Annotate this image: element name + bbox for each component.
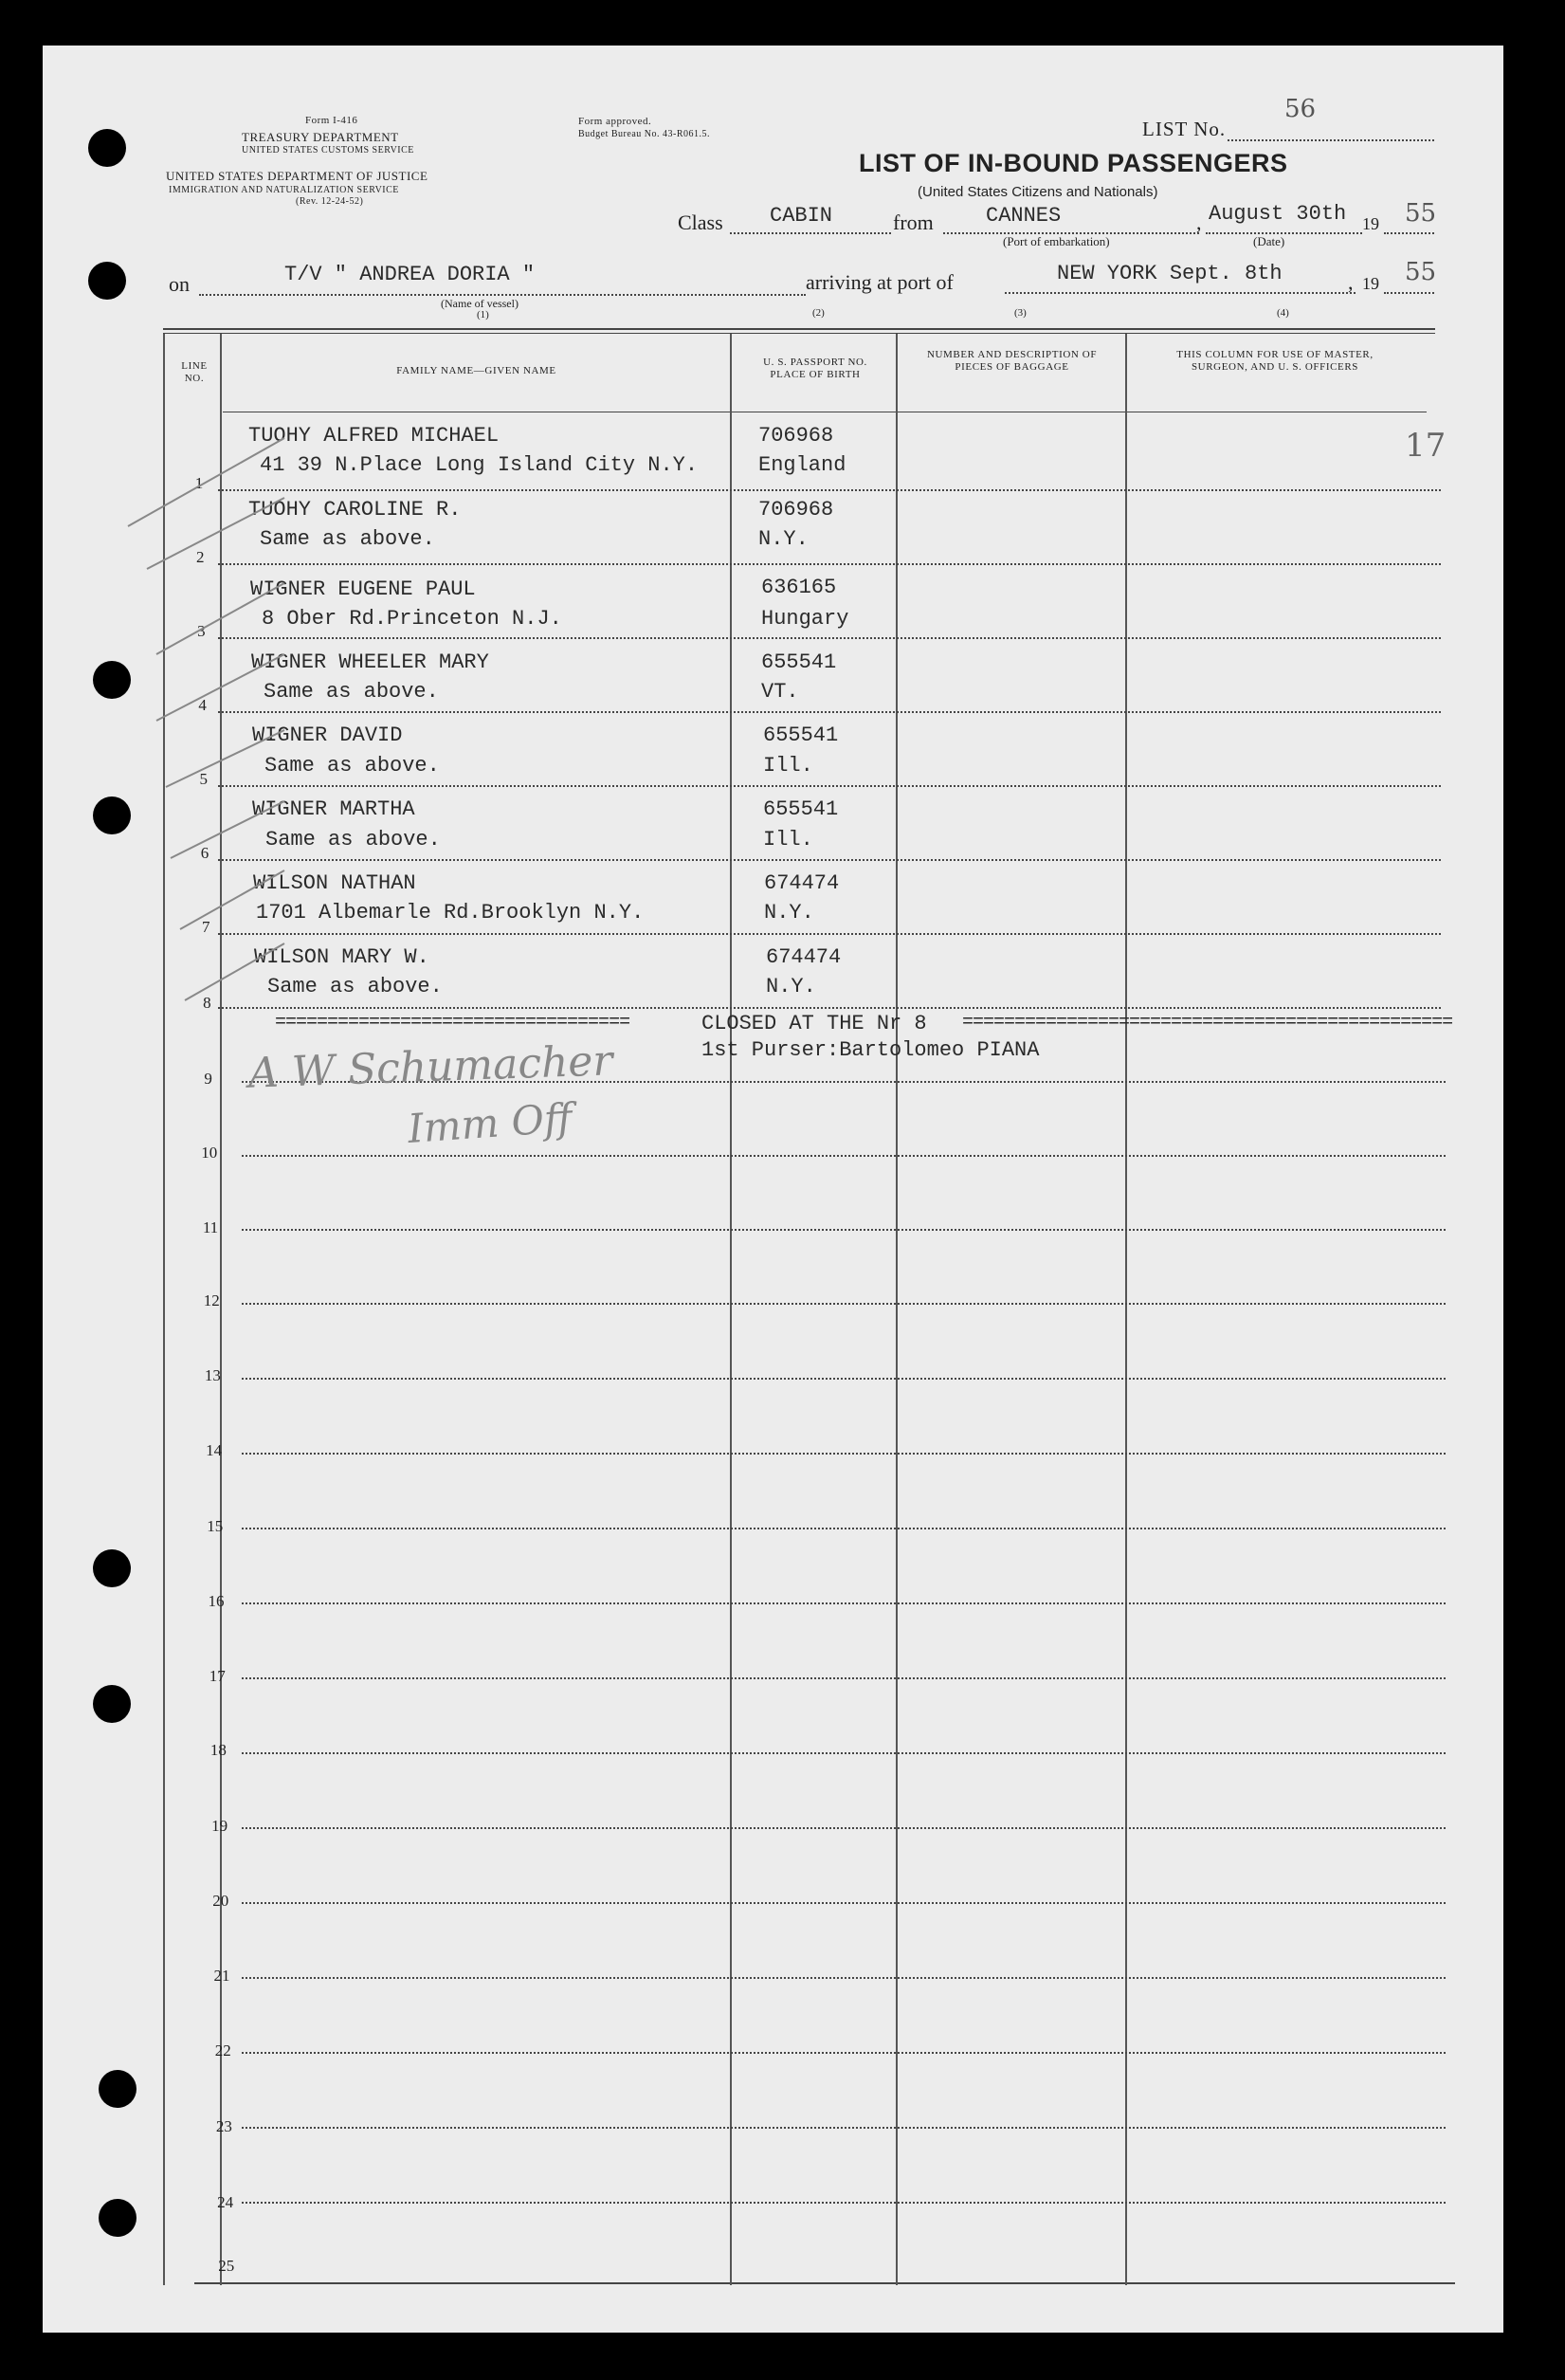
page-title: LIST OF IN-BOUND PASSENGERS (859, 149, 1288, 177)
passenger-6-passport: 655541 (763, 797, 839, 821)
passenger-8-birth: N.Y. (766, 975, 816, 998)
justice-department: UNITED STATES DEPARTMENT OF JUSTICE (166, 169, 428, 183)
passenger-4-name: WIGNER WHEELER MARY (251, 650, 489, 674)
col-number-2: (2) (812, 307, 825, 319)
row-separator-line (218, 933, 1441, 935)
passenger-5-name: WIGNER DAVID (252, 723, 403, 747)
closing-rule-right: =============================================== (962, 1012, 1453, 1034)
list-no-line (1228, 139, 1434, 141)
line-number: 19 (211, 1817, 228, 1835)
passenger-5-passport: 655541 (763, 723, 839, 747)
table-bottom-rule (194, 2282, 1455, 2284)
passenger-4-address: Same as above. (264, 680, 439, 704)
binder-hole (93, 1685, 131, 1723)
class-label: Class (678, 211, 723, 234)
passenger-3-passport: 636165 (761, 576, 837, 599)
line-number: 6 (200, 844, 209, 862)
year-prefix: 19 (1362, 214, 1379, 233)
date-caption: (Date) (1253, 234, 1285, 248)
row-separator-line (242, 1752, 1446, 1754)
passenger-1-passport: 706968 (758, 424, 834, 448)
passenger-2-passport: 706968 (758, 498, 834, 522)
form-approved: Form approved. (578, 116, 652, 127)
line-number: 8 (203, 994, 211, 1012)
binder-hole (88, 129, 126, 167)
line-number: 3 (197, 622, 206, 640)
passenger-6-birth: Ill. (763, 828, 813, 851)
officer-title: Imm Off (406, 1093, 574, 1153)
passenger-6-address: Same as above. (265, 828, 441, 851)
line-number: 25 (218, 2257, 235, 2275)
line-number: 18 (209, 1741, 227, 1759)
col-number-4: (4) (1277, 307, 1289, 319)
line-number: 22 (214, 2041, 231, 2060)
year-line (1384, 232, 1434, 234)
row-separator-line (218, 711, 1441, 713)
name-passport-divider (730, 334, 732, 2285)
passenger-5-address: Same as above. (264, 754, 440, 778)
row-separator-line (242, 1528, 1446, 1529)
on-label: on (169, 272, 190, 296)
row-separator-line (242, 1378, 1446, 1380)
line-number: 13 (204, 1366, 221, 1384)
passenger-1-birth: England (758, 453, 846, 477)
line-number: 9 (204, 1070, 212, 1088)
arrival-line (1005, 292, 1356, 294)
vessel-col-number: (1) (477, 309, 489, 320)
closed-statement: CLOSED AT THE Nr 8 (701, 1012, 927, 1035)
table-top-rule (163, 328, 1435, 330)
form-number: Form I-416 (305, 115, 358, 126)
binder-hole (93, 661, 131, 699)
vessel-caption: (Name of vessel) (441, 297, 519, 310)
from-value: CANNES (986, 204, 1062, 228)
line-number: 5 (199, 770, 209, 788)
baggage-officers-divider (1125, 334, 1127, 2285)
passenger-1-name: TUOHY ALFRED MICHAEL (248, 424, 500, 448)
col-baggage: NUMBER AND DESCRIPTION OF PIECES OF BAGGAGE (926, 349, 1098, 373)
row-separator-line (242, 2052, 1446, 2054)
list-no-value: 56 (1284, 95, 1317, 123)
passenger-8-address: Same as above. (267, 975, 443, 998)
binder-hole (99, 2070, 136, 2108)
line-number: 14 (206, 1441, 223, 1459)
row-separator-line (218, 489, 1441, 491)
passenger-6-name: WIGNER MARTHA (252, 797, 415, 821)
arrival-comma: , (1348, 270, 1354, 294)
class-line (730, 232, 891, 234)
year-value-2: 55 (1405, 258, 1437, 286)
manifest-page (43, 46, 1503, 2333)
side-note-count: 17 (1405, 427, 1447, 465)
vessel-line (199, 294, 806, 296)
line-number: 4 (198, 696, 207, 714)
arrival-port-date: NEW YORK Sept. 8th (1057, 262, 1283, 285)
closing-rule-left: ================================== (275, 1012, 630, 1034)
passenger-3-address: 8 Ober Rd.Princeton N.J. (262, 607, 562, 631)
line-number: 23 (215, 2117, 232, 2135)
line-number: 15 (207, 1517, 224, 1535)
row-separator-line (242, 2127, 1446, 2129)
binder-hole (93, 1549, 131, 1587)
line-number: 21 (213, 1967, 230, 1985)
customs-service: UNITED STATES CUSTOMS SERVICE (242, 145, 414, 156)
officer-signature: A W Schumacher (247, 1036, 614, 1098)
budget-bureau: Budget Bureau No. 43-R061.5. (578, 129, 710, 139)
class-value: CABIN (770, 204, 833, 228)
passenger-7-address: 1701 Albemarle Rd.Brooklyn N.Y. (256, 901, 645, 925)
vessel-name: T/V " ANDREA DORIA " (284, 263, 536, 286)
table-left-border (163, 334, 165, 2285)
arriving-label: arriving at port of (806, 270, 954, 294)
line-number: 16 (208, 1592, 225, 1610)
passenger-7-birth: N.Y. (764, 901, 814, 925)
revision-date: (Rev. 12-24-52) (296, 196, 364, 207)
row-separator-line (218, 637, 1441, 639)
port-caption: (Port of embarkation) (1003, 234, 1110, 248)
row-separator-line (242, 2202, 1446, 2204)
col-number-3: (3) (1014, 307, 1027, 319)
col-line-no: LINE NO. (181, 360, 208, 384)
passenger-2-birth: N.Y. (758, 527, 809, 551)
passenger-4-birth: VT. (761, 680, 799, 704)
passenger-3-name: WIGNER EUGENE PAUL (250, 577, 476, 601)
page-subtitle: (United States Citizens and Nationals) (918, 184, 1158, 200)
row-separator-line (242, 1303, 1446, 1305)
date-comma: , (1196, 211, 1202, 234)
row-separator-line (242, 1602, 1446, 1604)
passenger-1-address: 41 39 N.Place Long Island City N.Y. (260, 453, 699, 477)
row-separator-line (218, 859, 1441, 861)
col-officers: THIS COLUMN FOR USE OF MASTER, SURGEON, AND U. S. OFFICERS (1176, 349, 1374, 373)
row-separator-line (218, 563, 1441, 565)
purser-signature: 1st Purser:Bartolomeo PIANA (701, 1038, 1040, 1062)
date-value: August 30th (1209, 202, 1347, 226)
from-label: from (893, 211, 934, 234)
col-name: FAMILY NAME—GIVEN NAME (396, 365, 556, 376)
immigration-service: IMMIGRATION AND NATURALIZATION SERVICE (169, 185, 399, 195)
row-separator-line (242, 1827, 1446, 1829)
passenger-3-birth: Hungary (761, 607, 849, 631)
passenger-8-passport: 674474 (766, 945, 842, 969)
treasury-department: TREASURY DEPARTMENT (242, 130, 399, 144)
row-separator-line (242, 1453, 1446, 1455)
row-separator-line (242, 1229, 1446, 1231)
line-number: 11 (202, 1218, 219, 1236)
year-value: 55 (1405, 199, 1437, 228)
line-number: 7 (201, 918, 210, 936)
row-separator-line (242, 1677, 1446, 1679)
line-number: 12 (203, 1291, 220, 1309)
row-separator-line (218, 785, 1441, 787)
binder-hole (93, 796, 131, 834)
line-number: 1 (194, 474, 204, 492)
passenger-2-name: TUOHY CAROLINE R. (248, 498, 462, 522)
passenger-7-name: WILSON NATHAN (253, 871, 416, 895)
line-number: 2 (195, 548, 205, 566)
row-separator-line (242, 1902, 1446, 1904)
line-number: 20 (212, 1892, 229, 1910)
year-prefix-2: 19 (1362, 274, 1379, 293)
list-no-label: LIST No. (1142, 118, 1227, 140)
line-number: 24 (217, 2193, 234, 2211)
table-top-rule-2 (163, 333, 1435, 334)
binder-hole (99, 2199, 136, 2237)
line-number: 17 (209, 1667, 226, 1685)
passenger-4-passport: 655541 (761, 650, 837, 674)
passport-baggage-divider (896, 334, 898, 2285)
col-passport: U. S. PASSPORT NO. PLACE OF BIRTH (763, 357, 867, 380)
row-separator-line (242, 1977, 1446, 1979)
row-separator-line (242, 1155, 1446, 1157)
year-line-2 (1384, 292, 1434, 294)
passenger-8-name: WILSON MARY W. (254, 945, 429, 969)
passenger-2-address: Same as above. (260, 527, 435, 551)
passenger-5-birth: Ill. (763, 754, 813, 778)
passenger-7-passport: 674474 (764, 871, 840, 895)
line-number: 10 (201, 1144, 218, 1162)
binder-hole (88, 262, 126, 300)
